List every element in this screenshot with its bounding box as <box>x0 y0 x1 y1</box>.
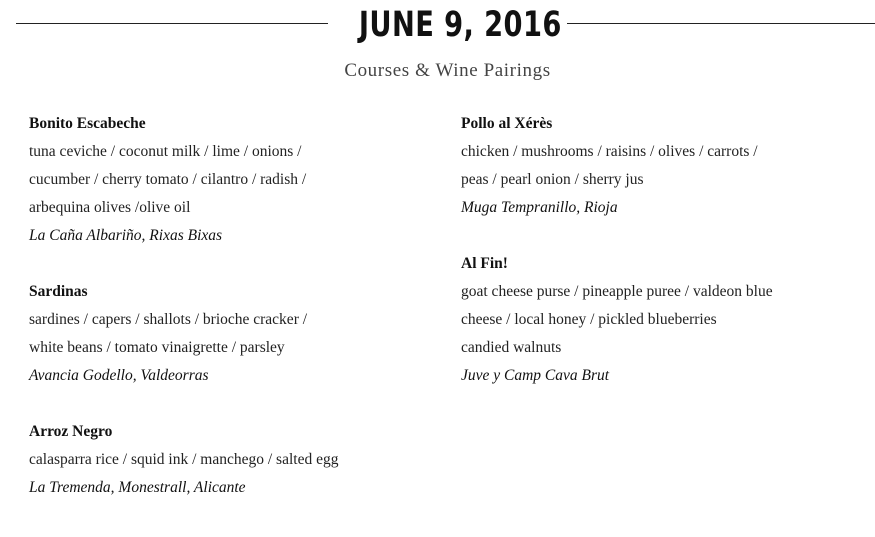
course-ingredients-line: candied walnuts <box>461 339 562 356</box>
menu-header <box>0 0 875 52</box>
course-ingredients-line: calasparra rice / squid ink / manchego / salted egg <box>29 451 339 468</box>
course-title: Arroz Negro <box>29 423 113 440</box>
course-bonito-escabeche <box>29 110 449 250</box>
course-title: Bonito Escabeche <box>29 115 146 132</box>
course-ingredients-line: white beans / tomato vinaigrette / parsley <box>29 339 285 356</box>
course-ingredients-line: chicken / mushrooms / raisins / olives / carrots / <box>461 143 758 160</box>
course-al-fin <box>461 250 861 390</box>
wine-pairing: La Caña Albariño, Rixas Bixas <box>29 227 223 244</box>
wine-pairing: Muga Tempranillo, Rioja <box>461 199 618 216</box>
course-pollo-al-xeres <box>461 110 861 222</box>
course-ingredients-line: cucumber / cherry tomato / cilantro / radish / <box>29 171 307 188</box>
course-title: Al Fin! <box>461 255 508 272</box>
wine-pairing: La Tremenda, Monestrall, Alicante <box>29 479 246 496</box>
course-ingredients-line: cheese / local honey / pickled blueberries <box>461 311 717 328</box>
course-ingredients-line: tuna ceviche / coconut milk / lime / onions / <box>29 143 302 160</box>
menu-subtitle: Courses & Wine Pairings <box>344 60 551 81</box>
left-course-column <box>29 110 449 530</box>
wine-pairing: Avancia Godello, Valdeorras <box>29 367 209 384</box>
course-ingredients-line: sardines / capers / shallots / brioche cracker / <box>29 311 308 328</box>
menu-date: JUNE 9, 2016 <box>358 5 562 45</box>
header-rule-right <box>567 23 875 24</box>
course-ingredients-line: peas / pearl onion / sherry jus <box>461 171 644 188</box>
course-title: Sardinas <box>29 283 88 300</box>
right-course-column <box>461 110 861 418</box>
header-rule-left <box>16 23 328 24</box>
course-sardinas <box>29 278 449 390</box>
course-ingredients-line: arbequina olives /olive oil <box>29 199 191 216</box>
course-ingredients-line: goat cheese purse / pineapple puree / valdeon blue <box>461 283 773 300</box>
course-arroz-negro <box>29 418 449 502</box>
wine-pairing: Juve y Camp Cava Brut <box>461 367 610 384</box>
course-title: Pollo al Xérès <box>461 115 553 132</box>
